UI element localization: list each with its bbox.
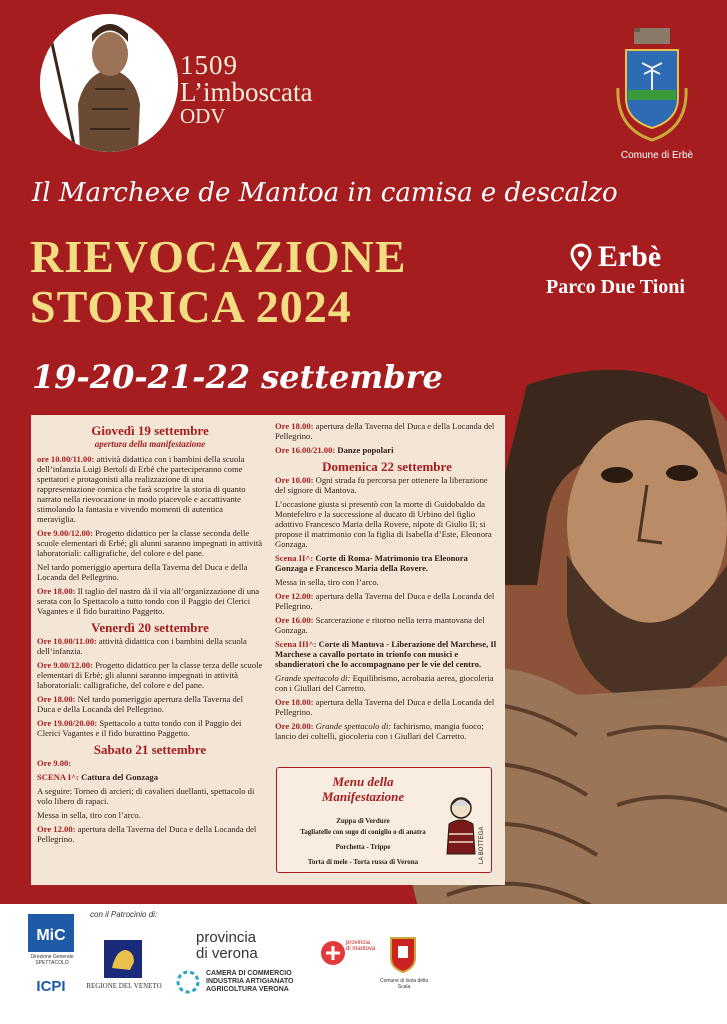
event-text: apertura della Taverna del Duca e della Locanda del Pellegrino. [275,591,495,611]
event-text: Cattura del Gonzaga [79,772,159,782]
provincia-verona-line-1: provincia [196,929,257,946]
event-time: Ore 18.00: [37,586,76,596]
event-text: Progetto didattico per la classe terza delle scuole elementari di Erbè; gli alunni saranno impegnati in attività laboratoriali: calligrafiche, del colore e del pane. [37,660,263,690]
event-text: Nel tardo pomeriggio apertura della Taverna del Duca e della Locanda del Pellegrino. [37,562,248,582]
program-event [275,697,499,717]
isola-della-scala-crest-icon [388,932,418,974]
event-time: Ore 9.00/12.00: [37,528,93,538]
prov-mantova-line-2: di mantova [346,946,376,952]
mic-logo-icon [28,914,74,952]
bottega-logo-icon [443,794,489,870]
event-text: Equilibrismo, acrobazia aerea, giocoleria con i Giullari del Carretto. [275,673,494,693]
program-event [37,636,263,656]
isola-caption: Comune di Isola della Scala [379,978,429,990]
event-time: ore 10.00/11.00: [37,454,95,464]
program-event [275,591,499,611]
event-time: Ore 18.00: [275,421,314,431]
logo-year: 1509 [180,50,238,80]
event-text: attività didattica con i bambini della scuola dell’infanzia Luigi Bertoli di Erbè che parteciperanno come spettatori e protagonisti alla realizzazione di una rappresentazione comica che farà scoprire la storia di quanto narrato nella rievocazione in modo piacevole e accattivante stimolando la fantasia e vivendo momenti di autentica meraviglia. [37,454,246,524]
event-time: Ore 12.00: [275,591,314,601]
camera-commercio-icon [176,970,200,994]
mic-logo-text: MiC [36,927,66,944]
program-event [275,445,499,455]
icpi-logo: ICPI [36,978,66,995]
event-italic: Grande spettacolo di: [275,673,351,683]
event-scene: Scena II^: [275,553,314,563]
event-text: Messa in sella, tiro con l’arco. [275,577,379,587]
bottega-label: LA BOTTEGA [479,826,485,864]
menu-title-line-2: Manifestazione [321,789,405,804]
menu-box [276,767,492,873]
location [518,240,713,299]
program-event [37,758,263,768]
day-heading-domenica: Domenica 22 settembre [322,459,452,474]
camera-line-1: CAMERA DI COMMERCIO [206,970,292,977]
event-title [30,232,407,332]
program-event [275,499,499,549]
program-event [37,718,263,738]
location-park: Parco Due Tioni [546,276,685,298]
logo-text [180,52,312,127]
location-name [518,240,713,274]
map-pin-icon [570,243,592,271]
day-subheading: apertura della manifestazione [94,439,206,449]
title-line-2: STORICA 2024 [30,281,352,332]
event-text: fachirismo, mangia fuoco; lancio dei coltelli, giocoleria con i Giullari del Carretto. [275,721,484,741]
program-event [275,615,499,635]
day-heading-giovedi: Giovedì 19 settembre [91,423,209,438]
event-text: apertura della Taverna del Duca e della Locanda del Pellegrino. [37,824,257,844]
menu-item: Porchetta - Trippe [335,843,391,851]
program-event [37,454,263,524]
event-subtitle: Il Marchexe de Mantoa in camisa e descalzo [32,178,618,208]
event-time: Ore 9.00/12.00: [37,660,93,670]
provincia-verona-line-2: di verona [196,945,258,962]
event-text: Il taglio del nastro dà il via all’organizzazione di una serata con lo Spettacolo a tutto tondo con il Paggio dei Clerici Vagantes e il fido burattino Paggetto. [37,586,260,616]
prov-mantova-line-1: provincia [346,940,371,946]
event-dates: 19-20-21-22 settembre [32,358,443,396]
event-time: Ore 10.00/11.00: [37,636,97,646]
event-text: Corte di Roma- Matrimonio tra Eleonora Gonzaga e Francesco Maria della Rovere. [275,553,468,573]
title-line-1: RIEVOCAZIONE [30,231,407,282]
event-text: Corte di Mantova - Liberazione del Marchese, Il Marchese a cavallo portato in trionfo con musici e sbandieratori che lo accompagnano per le vie del centro. [275,639,497,669]
program-event [37,772,263,782]
event-time: Ore 12.00: [37,824,76,834]
event-time: Ore 16.00/21.00: [275,445,336,455]
regione-label: REGIONE DEL VENETO [86,982,162,990]
program-event [37,586,263,616]
provincia-mantova-label [346,940,386,952]
event-text: Nel tardo pomeriggio apertura della Taverna del Duca e della Locanda del Pellegrino. [37,694,243,714]
event-text: Danze popolari [335,445,394,455]
event-time: Ore 16.00: [275,615,314,625]
camera-commercio-label [206,970,316,994]
mic-caption: Direzione Generale SPETTACOLO [30,954,74,966]
event-text: A seguire: Torneo di arcieri; di cavalieri duellanti, spettacolo di volo libero di rapaci. [37,786,255,806]
program-event [37,562,263,582]
event-text: Spettacolo a tutto tondo con il Paggio dei Clerici Vagantes e il fido burattino Paggetto. [37,718,242,738]
event-scene: Scena III^: [275,639,317,649]
program-column-left [37,421,263,848]
event-text: Messa in sella, tiro con l’arco. [37,810,141,820]
program-event [37,824,263,844]
program-event [275,721,499,741]
event-text: attività didattica con i bambini della scuola dell’infanzia. [37,636,247,656]
patronage-label: con il Patrocinio di: [90,910,158,919]
logo-name: L’imboscata [180,77,313,107]
menu-item: Torta di mele - Torta russa di Verona [307,858,419,866]
location-town: Erbè [597,240,662,273]
event-time: Ore 20.00: [275,721,314,731]
event-text: Scarcerazione e ritorno nella terra mantovana del Gonzaga. [275,615,485,635]
program-event [275,577,499,587]
provincia-verona-logo [196,930,286,962]
event-time: Ore 10.00: [275,475,314,485]
program-event [275,475,499,495]
event-scene: SCENA I^: [37,772,80,782]
soldier-logo-icon [40,14,178,152]
program-column-right [275,421,499,745]
event-time: Ore 18.00: [275,697,314,707]
event-text: Progetto didattico per la classe seconda delle scuole elementari di Erbè; gli alunni saranno impegnati in attività laboratoriali: calligrafiche, del colore e del pane. [37,528,263,558]
event-text: apertura della Taverna del Duca e della Locanda del Pellegrino. [275,421,495,441]
menu-item: Zuppa di Verdure [336,817,390,825]
event-time: Ore 18.00: [37,694,76,704]
program-event [37,660,263,690]
menu-title [297,774,429,804]
event-text: L’occasione giusta si presentò con la morte di Guidobaldo da Montefeltro e la successione al ducato di Urbino del figlio adottivo Francesco Maria della Rovere, nipote di Giulio II; si propose il matrimonio con la figlia di Isabella d’Este, Eleonora Gonzaga. [275,499,492,549]
event-time: Ore 9.00: [37,758,72,768]
program-event [37,810,263,820]
event-time: Ore 19.00/20.00: [37,718,98,728]
program-event [275,421,499,441]
menu-title-line-1: Menu della [332,774,394,789]
provincia-mantova-icon [318,938,348,968]
program-event [37,694,263,714]
program-panel [31,415,505,885]
comune-crest-icon [612,28,692,146]
day-heading-sabato: Sabato 21 settembre [93,742,207,757]
event-text: Ogni strada fu percorsa per ottenere la liberazione del signore di Mantova. [275,475,488,495]
program-event [275,639,499,669]
event-italic: Grande spettacolo di: [313,721,392,731]
camera-line-2: INDUSTRIA ARTIGIANATO [206,978,294,985]
program-event [275,553,499,573]
program-event [37,786,263,806]
comune-label: Comune di Erbè [620,150,694,161]
program-event [37,528,263,558]
logo-odv: ODV [180,104,226,128]
event-text: apertura della Taverna del Duca e della Locanda del Pellegrino. [275,697,495,717]
camera-line-3: AGRICOLTURA VERONA [206,986,289,993]
program-event [275,673,499,693]
menu-item: Tagliatelle con sugo di coniglio o di anatra [300,828,426,836]
association-logo [40,14,178,152]
day-heading-venerdi: Venerdì 20 settembre [91,620,209,635]
sponsors-footer [0,904,727,1024]
regione-veneto-lion-icon [104,940,142,978]
menu-items [283,816,443,868]
